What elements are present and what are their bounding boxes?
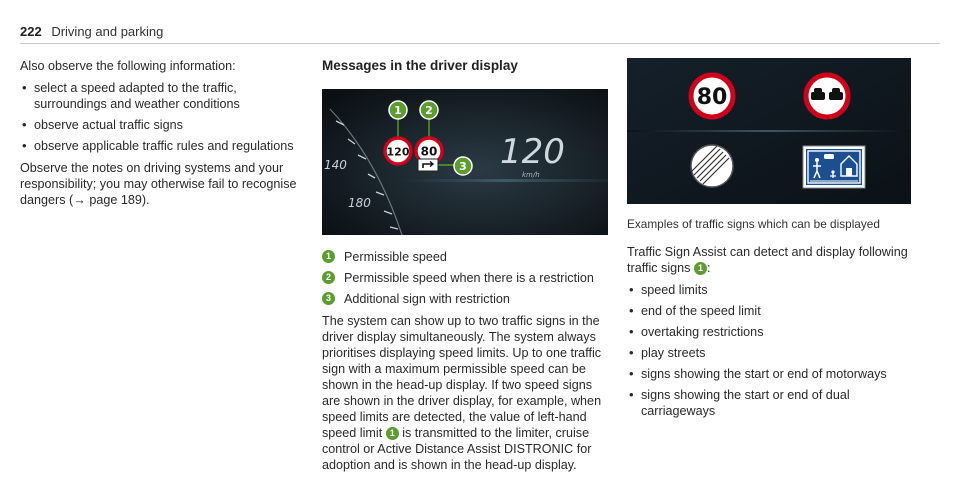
note-text-end: ).	[141, 193, 150, 207]
section-heading: Messages in the driver display	[322, 58, 518, 73]
figure-caption: Examples of traffic signs which can be displayed	[627, 217, 880, 231]
legend-item	[322, 291, 612, 307]
page-reference-link[interactable]: page 189	[89, 193, 142, 207]
svg-text:2: 2	[425, 104, 433, 117]
speed-limit-value: 80	[696, 85, 728, 110]
list-item: • select a speed adapted to the traffic, surroundings and weather conditions	[20, 80, 305, 112]
observe-list	[20, 80, 305, 154]
legend-number-icon: 2	[322, 271, 335, 284]
legend-text: Additional sign with restriction	[344, 292, 510, 306]
display-description	[322, 313, 612, 473]
list-item: • observe actual traffic signs	[20, 117, 305, 133]
speed-sign-2-value: 80	[420, 144, 438, 159]
list-item: • end of the speed limit	[627, 303, 917, 319]
gauge-label-180: 180	[348, 196, 371, 210]
note-text: Observe the notes on driving systems and your responsibility; you may otherwise fail to recognise dangers (	[20, 161, 297, 207]
legend-item	[322, 249, 612, 265]
column-middle	[322, 58, 612, 479]
list-item: • signs showing the start or end of motorways	[627, 366, 917, 382]
inline-number-icon: 1	[694, 262, 707, 275]
end-of-limit-sign	[691, 145, 733, 187]
svg-text:3: 3	[459, 160, 467, 173]
column-left	[20, 58, 305, 214]
additional-sign	[418, 159, 438, 171]
column-right	[627, 58, 917, 425]
list-item: • speed limits	[627, 282, 917, 298]
inline-number-icon: 1	[386, 427, 399, 440]
legend-text: Permissible speed when there is a restriction	[344, 271, 594, 285]
driver-display-illustration	[322, 89, 608, 235]
driver-display-figure	[322, 89, 608, 235]
callout-2	[420, 101, 438, 119]
current-speed: 120	[500, 132, 565, 172]
header-divider	[20, 43, 940, 44]
assist-intro-end: :	[706, 261, 711, 275]
legend-number-icon: 3	[322, 292, 335, 305]
intro-text: Also observe the following information:	[20, 59, 236, 73]
speed-sign-1	[385, 138, 411, 164]
responsibility-note	[20, 160, 305, 208]
page-header	[20, 24, 163, 39]
list-item: • observe applicable traffic rules and regulations	[20, 138, 305, 154]
speed-sign-1-value: 120	[386, 145, 410, 159]
description-text: The system can show up to two traffic signs in the driver display simultaneously. The system always prioritises displaying speed limits. Up to one traffic sign with a maximum permissible speed can be shown in the head-up display. If two speed signs are shown in the driver display, for example, when speed limits are detected, the value of left-hand speed limit	[322, 314, 602, 440]
section-title: Driving and parking	[51, 24, 164, 39]
assist-intro-text: Traffic Sign Assist can detect and display following traffic signs	[627, 245, 908, 275]
page-number: 222	[20, 24, 42, 39]
list-item: • signs showing the start or end of dual carriageways	[627, 387, 917, 419]
traffic-signs-figure	[627, 58, 911, 204]
legend-number-icon: 1	[322, 250, 335, 263]
no-overtaking-sign	[806, 75, 848, 117]
legend-item	[322, 270, 612, 286]
list-item: • overtaking restrictions	[627, 324, 917, 340]
traffic-signs-illustration	[627, 58, 911, 204]
callout-1	[389, 101, 407, 119]
list-item: • play streets	[627, 345, 917, 361]
callout-3	[454, 157, 472, 175]
assist-intro	[627, 244, 917, 276]
speed-unit: km/h	[522, 171, 540, 179]
gauge-label-140: 140	[324, 158, 347, 172]
play-street-sign	[803, 146, 865, 188]
traffic-sign-list	[627, 282, 917, 419]
legend-text: Permissible speed	[344, 250, 447, 264]
arrow-icon: →	[73, 193, 86, 207]
speed-limit-sign	[691, 75, 733, 117]
description-text-end: is transmitted to the limiter, cruise control or Active Distance Assist DISTRONIC for adoption and is shown in the head-up display.	[322, 426, 592, 472]
svg-text:1: 1	[394, 104, 402, 117]
